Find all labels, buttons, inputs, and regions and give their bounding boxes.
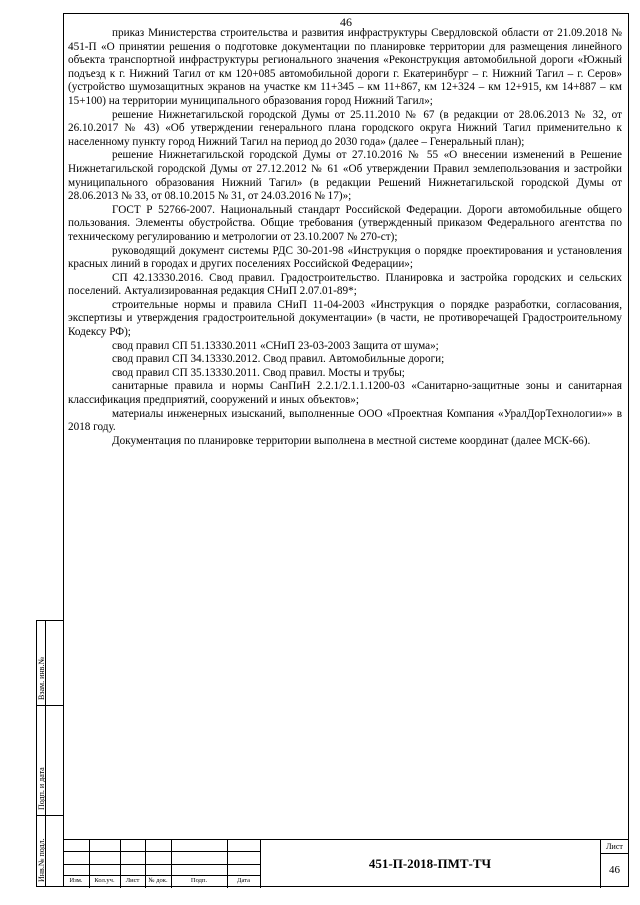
paragraph: свод правил СП 35.13330.2011. Свод правил. Мосты и трубы; (112, 366, 405, 379)
sheet-label: Лист (606, 842, 623, 851)
paragraph: приказ Министерства строительства и развития инфраструктуры Свердловской области от 21.09.2018 № 451-П «О принятии решения о подготовке документации по планировке территории для размещения линейного объекта транспортной инфраструктуры регионального значения «Реконструкция автомобильной дороги «Южный подъезд к г. Нижний Тагил от км 120+085 автомобильной дороги г. Екатеринбург – г. Нижний Тагил – г. Серов» (устройство шумозащитных экранов на участке км 11+345 – км 11+867, км 12+324 – км 12+915, км 14+887 – км 15+100) на территории муниципального образования город Нижний Тагил»; (68, 27, 622, 107)
sheet-number: 46 (609, 864, 620, 876)
title-block-row-divider (63, 864, 260, 865)
paragraph: руководящий документ системы РДС 30-201-98 «Инструкция о порядке проектирования и установления красных линий в городах и других поселениях Российской Федерации»; (68, 244, 622, 271)
side-label-inv: Инв.№ подл. (37, 838, 46, 882)
paragraph: санитарные правила и нормы СанПиН 2.2.1/2.1.1.1200-03 «Санитарно-защитные зоны и санитарная классификация предприятий, сооружений и иных объектов»; (68, 380, 622, 407)
title-block-row-divider (63, 875, 260, 876)
paragraph: Документация по планировке территории выполнена в местной системе координат (далее МСК-66). (112, 434, 591, 447)
side-label-vzam: Взам. инв.№ (37, 656, 46, 700)
title-block-label-list: Лист (125, 877, 140, 884)
paragraph: ГОСТ Р 52766-2007. Национальный стандарт Российской Федерации. Дороги автомобильные общего пользования. Элементы обустройства. Общие требования (утвержденный приказом Федерального агентства по техническому регулированию и метрологии от 23.10.2007 № 270-ст); (68, 203, 622, 243)
title-block-label-ndok: № док. (148, 877, 168, 884)
side-strip-row-divider (36, 705, 63, 706)
title-block-label-koluch: Кол.уч. (94, 877, 115, 884)
paragraph: решение Нижнетагильской городской Думы от 25.11.2010 № 67 (в редакции от 28.06.2013 № 32, от 26.10.2017 № 43) «Об утверждении генерального плана городского округа Нижний Тагил применительно к населенному пункту город Нижний Тагил на период до 2030 года» (далее – Генеральный план); (68, 108, 622, 148)
side-label-podp: Подп. и дата (37, 767, 46, 810)
document-code: 451-П-2018-ПМТ-ТЧ (368, 856, 492, 871)
side-strip-row-divider (36, 815, 63, 816)
title-block-label-izm: Изм. (69, 877, 83, 884)
title-block-label-data: Дата (237, 877, 250, 884)
title-block (63, 839, 629, 887)
paragraph: свод правил СП 51.13330.2011 «СНиП 23-03-2003 Защита от шума»; (112, 339, 439, 352)
paragraph: решение Нижнетагильской городской Думы от 27.10.2016 № 55 «О внесении изменений в Решение Нижнетагильской городской Думы от 27.12.2012 № 61 «Об утверждении Правил землепользования и застройки муниципального образования Нижний Тагил» (в редакции Решений Нижнетагильской городской Думы от 28.06.2013 № 33, от 08.10.2015 № 31, от 24.03.2016 № 17)»; (68, 149, 622, 203)
title-block-row-divider (63, 851, 260, 852)
paragraph: материалы инженерных изысканий, выполненные ООО «Проектная Компания «УралДорТехнологии»» в 2018 году. (68, 407, 622, 434)
paragraph: строительные нормы и правила СНиП 11-04-2003 «Инструкция о порядке разработки, согласования, экспертизы и утверждения градостроительной документации» (в части, не противоречащей Градостроительному Кодексу РФ); (68, 298, 622, 339)
page-number: 46 (340, 15, 352, 29)
paragraph: СП 42.13330.2016. Свод правил. Градостроительство. Планировка и застройка городских и сельских поселений. Актуализированная редакция СНиП 2.07.01-89*; (68, 271, 622, 298)
sheet-divider (600, 853, 629, 854)
paragraph: свод правил СП 34.13330.2012. Свод правил. Автомобильные дороги; (112, 353, 445, 366)
document-body (68, 27, 622, 448)
title-block-label-podp: Подп. (190, 877, 208, 884)
